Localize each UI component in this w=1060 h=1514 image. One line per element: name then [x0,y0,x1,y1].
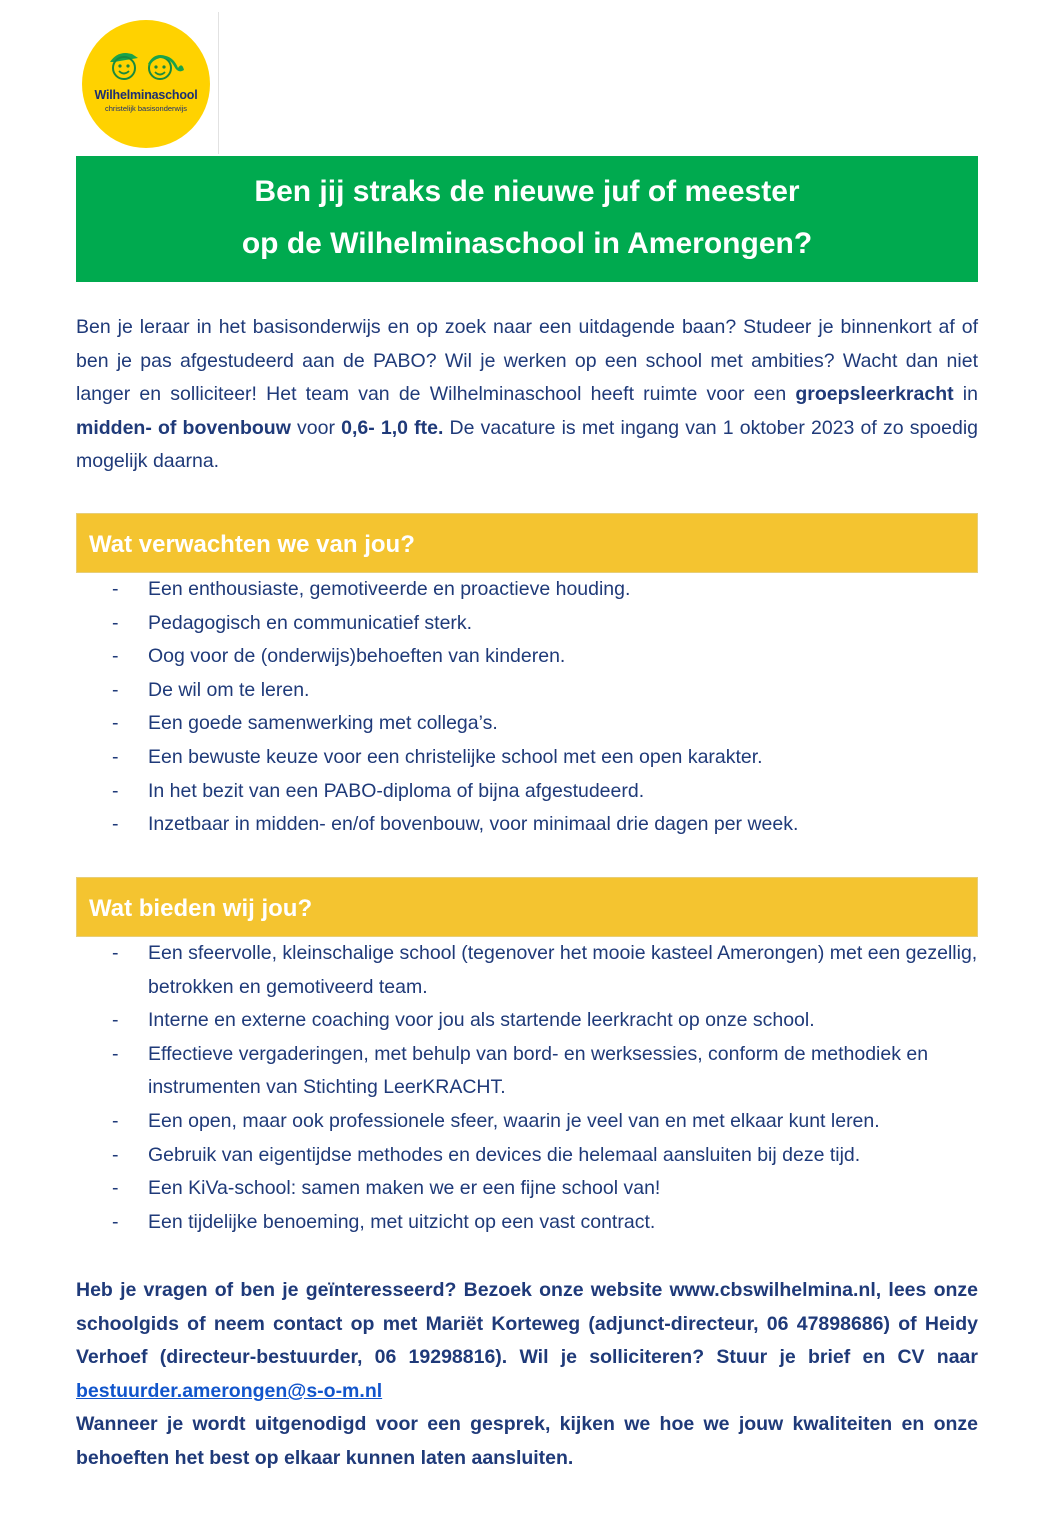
list-item-text: Interne en externe coaching voor jou als startende leerkracht op onze school. [148,1009,815,1032]
list-item-text: Gebruik van eigentijdse methodes en devices die helemaal aansluiten bij deze tijd. [148,1143,861,1166]
bullet: - [112,611,119,634]
bullet: - [112,645,119,668]
list-item-text: Inzetbaar in midden- en/of bovenbouw, voor minimaal drie dagen per week. [148,813,799,836]
list-item [76,1172,978,1206]
list-item [76,1206,978,1240]
intro-text-1: Ben je leraar in het basisonderwijs en op zoek naar een uitdagende baan? Studeer je binnenkort af of ben je pas afgestudeerd aan de PABO? Wil je werken op een school met ambities? Wacht dan niet langer en solliciteer! Het team van de Wilhelminaschool heeft ruimte voor een [76,316,978,406]
list-item [76,707,978,741]
offer-list [76,937,978,1239]
list-item-text: Een tijdelijke benoeming, met uitzicht op een vast contract. [148,1210,656,1233]
bullet: - [112,1009,119,1032]
list-item [76,640,978,674]
bullet: - [112,1210,119,1233]
intro-bold-fte: 0,6- 1,0 fte. [341,416,444,439]
bullet: - [112,678,119,701]
title-banner [76,156,978,282]
email-link[interactable]: bestuurder.amerongen@s-o-m.nl [76,1379,383,1402]
closing-section [76,1274,978,1476]
list-item-text: Een KiVa-school: samen maken we er een fijne school van! [148,1177,661,1200]
logo-subtitle: christelijk basisonderwijs [104,104,188,113]
list-item-text: Een bewuste keuze voor een christelijke school met een open karakter. [148,745,763,768]
bullet: - [112,745,119,768]
list-item [76,1038,978,1105]
logo-name: Wilhelminaschool [94,88,198,102]
bullet: - [112,1143,119,1166]
list-item-text: Een sfeervolle, kleinschalige school (tegenover het mooie kasteel Amerongen) met een gezellig, betrokken en gemotiveerd team. [148,942,978,998]
intro-bold-level: midden- of bovenbouw [76,416,291,439]
bullet: - [112,578,119,600]
intro-bold-role: groepsleerkracht [795,383,954,406]
intro-text-3: voor [290,416,342,439]
bullet: - [112,779,119,802]
logo-circle [82,20,210,148]
children-faces-icon [104,48,188,88]
bullet: - [112,1177,119,1200]
contact-paragraph [76,1274,978,1408]
list-item [76,808,978,842]
list-item-text: In het bezit van een PABO-diploma of bijna afgestudeerd. [148,779,645,802]
list-item [76,1139,978,1173]
list-item-text: Een goede samenwerking met collega’s. [148,712,498,735]
list-item [76,937,978,1004]
list-item-text: Een open, maar ook professionele sfeer, waarin je veel van en met elkaar kunt leren. [148,1109,880,1132]
list-item [76,741,978,775]
section-heading-offer: Wat bieden wij jou? [76,877,978,937]
contact-text: Heb je vragen of ben je geïnteresseerd? Bezoek onze website www.cbswilhelmina.nl, lees onze schoolgids of neem contact op met Mariët Korteweg (adjunct-directeur, 06 47898686) of Heidy Verhoef (directeur-bestuurder, 06 19298816). Wil je solliciteren? Stuur je brief en CV naar [76,1279,978,1369]
title-line-1: Ben jij straks de nieuwe juf of meester [254,175,800,208]
bullet: - [112,1109,119,1132]
section-heading-expect: Wat verwachten we van jou? [76,513,978,573]
list-item-text: Oog voor de (onderwijs)behoeften van kinderen. [148,645,566,668]
intro-text-4: De vacature is met ingang van 1 oktober 2023 of zo spoedig mogelijk daarna. [76,416,978,473]
intro-text-2: in [953,383,978,406]
list-item [76,1004,978,1038]
list-item-text: Pedagogisch en communicatief sterk. [148,611,473,634]
list-item [76,775,978,809]
header-divider [218,12,219,154]
title-line-2: op de Wilhelminaschool in Amerongen? [241,227,813,260]
list-item [76,573,978,607]
bullet: - [112,942,119,964]
list-item [76,607,978,641]
list-item-text: De wil om te leren. [148,678,310,701]
intro-paragraph [76,311,978,479]
list-item-text: Effectieve vergaderingen, met behulp van bord- en werksessies, conform de methodiek en instrumenten van Stichting LeerKRACHT. [148,1042,929,1099]
school-logo [82,20,210,148]
list-item-text: Een enthousiaste, gemotiveerde en proactieve houding. [148,578,631,600]
bullet: - [112,712,119,735]
bullet: - [112,813,119,836]
list-item [76,1105,978,1139]
bullet: - [112,1042,119,1065]
list-item [76,674,978,708]
interview-paragraph: Wanneer je wordt uitgenodigd voor een gesprek, kijken we hoe we jouw kwaliteiten en onze behoeften het best op elkaar kunnen laten aansluiten. [76,1413,978,1469]
expect-list [76,573,978,842]
